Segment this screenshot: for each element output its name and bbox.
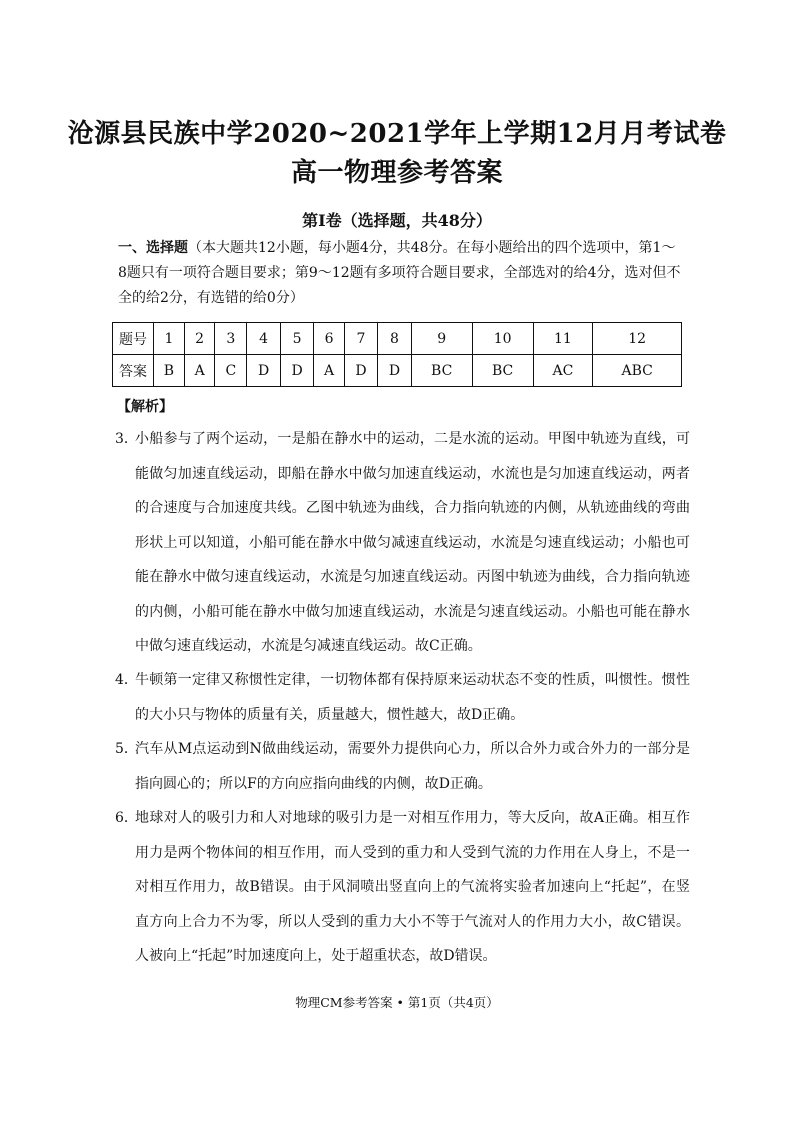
table-cell: 5 — [280, 323, 313, 355]
item-text: 地球对人的吸引力和人对地球的吸引力是一对相互作用力，等大反向，故A正确。相互作用力是两个物体间的相互作用，而人受到的重力和人受到气流的力作用在人身上，不是一对相互作用力，故B错误。由于风洞喷出竖直向上的气流将实验者加速向上“托起”，在竖直方向上合力不为零，所以人受到的重力大小不等于气流对人的作用力大小，故C错误。人被向上“托起”时加速度向上，处于超重状态，故D错误。 — [135, 810, 690, 964]
table-cell: 2 — [184, 323, 214, 355]
exam-subtitle: 高一物理参考答案 — [290, 158, 503, 188]
analysis-item — [115, 422, 690, 664]
table-cell: A — [314, 355, 344, 387]
section-instructions — [118, 236, 684, 311]
table-cell: D — [378, 355, 411, 387]
analysis-item — [115, 801, 690, 974]
item-number: 3． — [115, 431, 138, 447]
row-label-numbers: 题号 — [113, 323, 154, 355]
item-text: 小船参与了两个运动，一是船在静水中的运动，二是水流的运动。甲图中轨迹为直线，可能做匀加速直线运动，即船在静水中做匀加速直线运动，水流也是匀加速直线运动，两者的合速度与合加速度共线。乙图中轨迹为曲线，合力指向轨迹的内侧，从轨迹曲线的弯曲形状上可以知道，小船可能在静水中做匀减速直线运动，水流是匀速直线运动；小船也可能在静水中做匀速直线运动，水流是匀加速直线运动。丙图中轨迹为曲线，合力指向轨迹的内侧，小船可能在静水中做匀加速直线运动，水流是匀速直线运动。小船也可能在静水中做匀速直线运动，水流是匀减速直线运动。故C正确。 — [135, 431, 690, 654]
item-number: 6． — [115, 810, 138, 826]
table-cell: D — [280, 355, 313, 387]
item-text: 汽车从M点运动到N做曲线运动，需要外力提供向心力，所以合外力或合外力的一部分是指向圆心的；所以F的方向应指向曲线的内侧，故D正确。 — [135, 741, 690, 792]
table-cell: 6 — [314, 323, 344, 355]
table-cell: D — [247, 355, 280, 387]
table-cell: D — [344, 355, 377, 387]
analysis-item — [115, 663, 690, 732]
table-cell: C — [215, 355, 247, 387]
table-cell: 11 — [533, 323, 593, 355]
table-cell: 3 — [215, 323, 247, 355]
exam-title: 沧源县民族中学2020~2021学年上学期12月月考试卷 — [67, 119, 727, 149]
table-cell: 10 — [472, 323, 533, 355]
instructions-text: （本大题共12小题，每小题4分，共48分。在每小题给出的四个选项中，第1～8题只有一项符合题目要求；第9～12题有多项符合题目要求，全部选对的给4分，选对但不全的给2分，有选错的给0分） — [118, 240, 681, 306]
table-row-numbers — [113, 323, 682, 355]
table-cell: 12 — [593, 323, 682, 355]
instructions-label: 一、选择题 — [118, 240, 188, 256]
item-text: 牛顿第一定律又称惯性定律，一切物体都有保持原来运动状态不变的性质，叫惯性。惯性的大小只与物体的质量有关，质量越大，惯性越大，故D正确。 — [135, 672, 690, 723]
item-number: 5． — [115, 741, 138, 757]
table-cell: B — [154, 355, 185, 387]
row-label-answers: 答案 — [113, 355, 154, 387]
table-cell: 4 — [247, 323, 280, 355]
analysis-item — [115, 732, 690, 801]
section-heading: 第Ⅰ卷（选择题，共48分） — [302, 211, 492, 230]
table-cell: 9 — [411, 323, 472, 355]
page-footer: 物理CM参考答案 • 第1页（共4页） — [295, 995, 499, 1010]
analysis-label: 【解析】 — [117, 399, 173, 415]
table-cell: AC — [533, 355, 593, 387]
table-cell: 8 — [378, 323, 411, 355]
table-cell: BC — [411, 355, 472, 387]
item-number: 4． — [115, 672, 138, 688]
table-cell: A — [184, 355, 214, 387]
table-cell: 7 — [344, 323, 377, 355]
table-cell: ABC — [593, 355, 682, 387]
table-cell: BC — [472, 355, 533, 387]
table-cell: 1 — [154, 323, 185, 355]
answer-table — [112, 322, 682, 387]
table-row-answers — [113, 355, 682, 387]
